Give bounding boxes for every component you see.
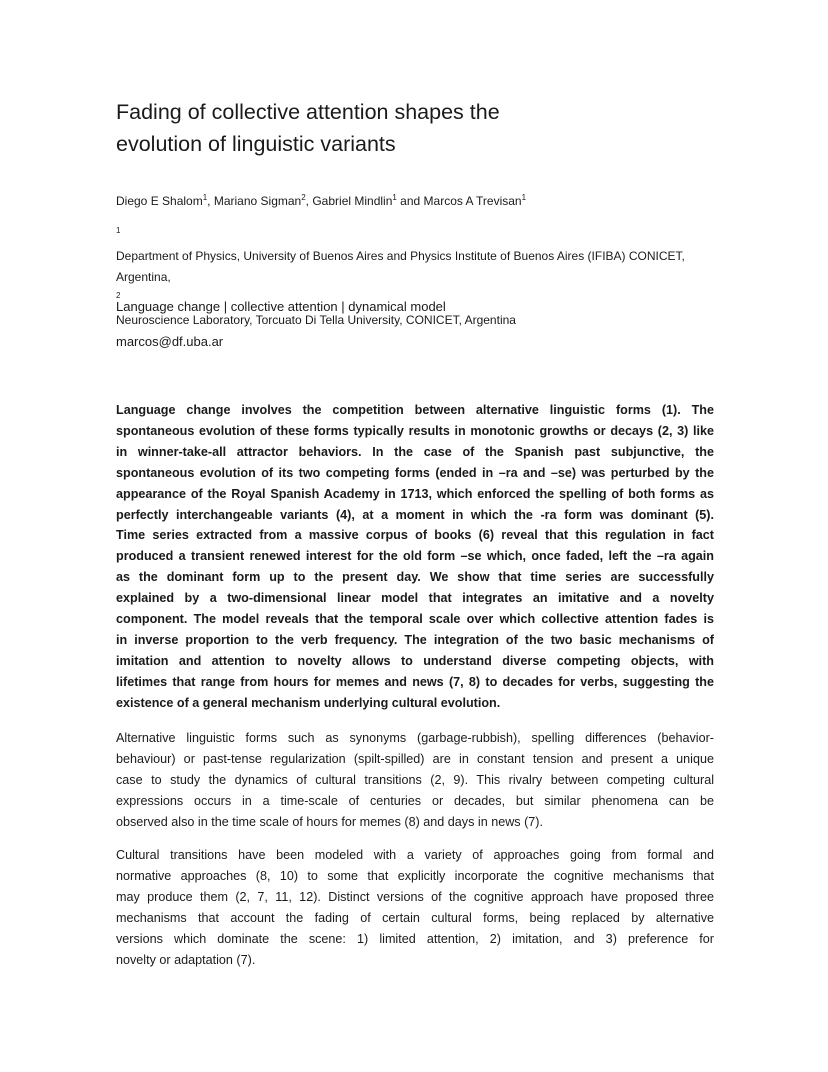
author-separator: , (305, 194, 313, 208)
author-affiliation-mark: 1 (392, 193, 397, 202)
author-name: Diego E Shalom (116, 194, 203, 208)
author-affiliation-mark: 2 (301, 193, 306, 202)
paragraph-line: case to study the dynamics of cultural transitions (2, 9). This rivalry between competing cultural (116, 772, 714, 787)
abstract (116, 400, 714, 714)
paragraph-line: behaviour) or past-tense regularization (spilt-spilled) are in constant tension and present a unique (116, 751, 714, 766)
paragraph-line: expressions occurs in a time-scale of centuries or decades, but similar phenomena can be (116, 793, 714, 808)
author-name: Marcos A Trevisan (423, 194, 522, 208)
affiliation-mark: 1 (116, 226, 121, 235)
title-line: Fading of collective attention shapes the (116, 100, 500, 124)
paragraph-line: normative approaches (8, 10) to some that explicitly incorporate the cognitive mechanisms that (116, 868, 714, 883)
affiliation-text: Argentina, (116, 270, 171, 284)
paragraph-line: novelty or adaptation (7). (116, 952, 256, 967)
abstract-line: existence of a general mechanism underlying cultural evolution. (116, 695, 501, 710)
abstract-line: explained by a two-dimensional linear model that integrates an imitative and a novelty (116, 591, 714, 606)
abstract-line: spontaneous evolution of its two competing forms (ended in –ra and –se) was perturbed by the (116, 465, 714, 480)
abstract-line: Time series extracted from a massive corpus of books (6) reveal that this regulation in fact (116, 528, 714, 543)
abstract-line: Language change involves the competition between alternative linguistic forms (1). The (116, 403, 714, 417)
abstract-line: lifetimes that range from hours for memes and news (7, 8) to decades for verbs, suggesting the (116, 674, 714, 689)
author-affiliation-mark: 1 (521, 193, 527, 202)
body-paragraph (116, 845, 714, 970)
author-separator: , (207, 194, 214, 208)
contact-email: marcos@df.uba.ar (116, 334, 224, 349)
author-separator: and (396, 194, 424, 208)
author-name: Mariano Sigman (213, 194, 302, 208)
affiliation-mark: 2 (116, 290, 121, 300)
author-affiliation-mark: 1 (202, 193, 208, 202)
keywords: Language change | collective attention | dynamical model (116, 299, 446, 314)
paragraph-line: versions which dominate the scene: 1) limited attention, 2) imitation, and 3) preference for (116, 931, 714, 946)
abstract-line: appearance of the Royal Spanish Academy in 1713, which enforced the spelling of both forms as (116, 486, 714, 501)
affiliation-line (116, 224, 714, 267)
abstract-line: as the dominant form up to the present day. We show that time series are successfully (116, 570, 714, 585)
paragraph-line: may produce them (2, 7, 11, 12). Distinct versions of the cognitive approach have proposed three (116, 889, 714, 904)
author-name: Gabriel Mindlin (312, 194, 393, 208)
abstract-line: in inverse proportion to the verb frequency. The integration of the two basic mechanisms of (116, 632, 714, 647)
abstract-line: spontaneous evolution of these forms typically results in monotonic growths or decays (2, 3) like (116, 423, 714, 438)
abstract-line: component. The model reveals that the temporal scale over which collective attention fades is (116, 612, 714, 627)
paragraph-line: mechanisms that account the fading of certain cultural forms, being replaced by alternative (116, 910, 714, 925)
author-list (116, 190, 526, 212)
abstract-line: perfectly interchangeable variants (4), at a moment in which the -ra form was dominant (5). (116, 507, 714, 522)
paragraph-line: Cultural transitions have been modeled with a variety of approaches going from formal and (116, 848, 714, 862)
paragraph-line: observed also in the time scale of hours for memes (8) and days in news (7). (116, 814, 543, 829)
abstract-line: in winner-take-all attractor behaviors. In the case of the Spanish past subjunctive, the (116, 444, 714, 459)
affiliation-text: Department of Physics, University of Buenos Aires and Physics Institute of Buenos Aires (IFIBA) CONICET, (116, 248, 685, 263)
body-paragraph (116, 728, 714, 833)
title-line: evolution of linguistic variants (116, 132, 396, 156)
abstract-line: imitation and attention to novelty allows to understand diverse competing objects, with (116, 653, 714, 668)
abstract-line: produced a transient renewed interest for the old form –se which, once faded, left the –ra again (116, 549, 714, 564)
affiliation-text: Neuroscience Laboratory, Torcuato Di Tella University, CONICET, Argentina (116, 313, 516, 327)
paragraph-line: Alternative linguistic forms such as synonyms (garbage-rubbish), spelling differences (behavior- (116, 731, 714, 745)
paper-title (116, 96, 716, 160)
